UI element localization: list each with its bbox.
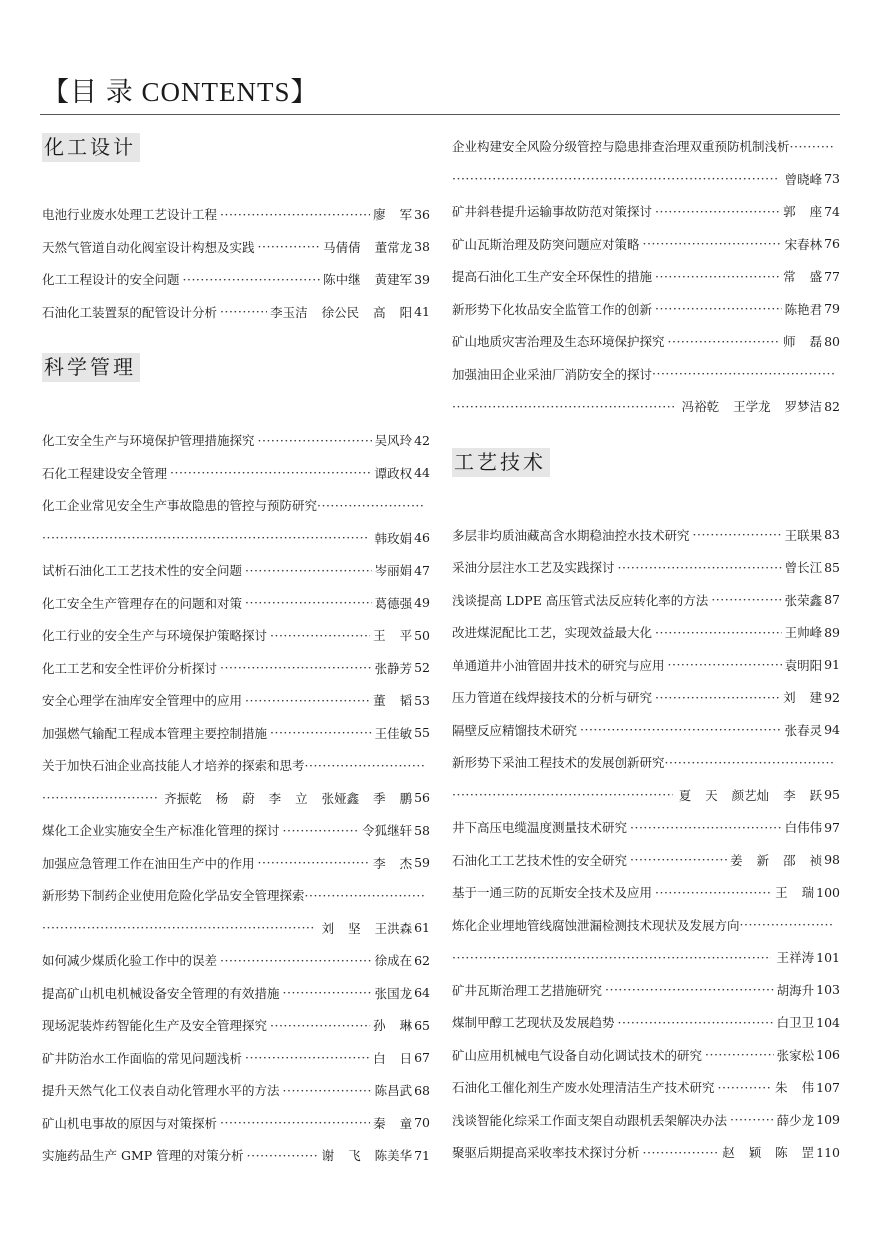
entry-title: 矿山机电事故的原因与对策探析 [42,1115,218,1131]
toc-entry[interactable] [42,1009,430,1042]
toc-entry[interactable] [452,974,840,1007]
toc-entry[interactable] [42,554,430,587]
entry-page: 59 [414,855,430,871]
entry-authors: 秦 童 [373,1115,413,1131]
toc-entry[interactable] [452,649,840,682]
entry-page: 94 [824,722,840,738]
entry-title: 矿山应用机械电气设备自动化调试技术的研究 [452,1047,703,1063]
entry-title: 浅谈提高 LDPE 高压管式法反应转化率的方法 [452,592,709,608]
entry-authors: 宋春林 [784,236,823,252]
entry-authors: 徐成在 [374,953,413,969]
entry-title: 如何减少煤质化验工作中的误差 [42,953,218,969]
entry-page: 80 [824,333,840,349]
entry-title: 化工行业的安全生产与环境保护策略探讨 [42,628,268,644]
entry-page: 64 [414,985,430,1001]
toc-entry-title-line[interactable]: 新形势下制药企业使用危险化学品安全管理探索 ····· [42,879,430,912]
toc-entry[interactable] [452,1071,840,1104]
entry-title: 化工安全生产与环境保护管理措施探究 [42,433,255,449]
toc-entry-title-line[interactable]: 企业构建安全风险分级管控与隐患排查治理双重预防机制浅析 ····· [452,130,840,163]
entry-page: 42 [414,432,430,448]
section-heading-science-management: 科学管理 [42,353,140,382]
entry-title: 多层非均质油藏高含水期稳油控水技术研究 [452,527,690,543]
dot-leader [245,563,372,578]
toc-entry[interactable] [452,260,840,293]
entry-title: 隔壁反应精馏技术研究 [452,722,578,738]
dot-leader [630,852,727,867]
dot-leader [643,1145,720,1160]
entry-authors: 朱 伟 [775,1080,815,1096]
dot-leader [655,885,772,900]
entry-page: 71 [414,1147,430,1163]
toc-entry[interactable] [42,1107,430,1140]
dot-leader [705,1047,774,1062]
toc-entry[interactable] [42,263,430,296]
entry-title: 化工工艺和安全性评价分析探讨 [42,660,218,676]
entry-title: 采油分层注水工艺及实践探讨 [452,560,615,576]
entry-page: 91 [824,657,840,673]
toc-entry-continuation[interactable]: ····· 曾晓峰 73 [452,163,840,196]
entry-page: 53 [414,692,430,708]
page-title: 【目 录 CONTENTS】 [42,77,319,107]
entry-title: 单通道井小油管固井技术的研究与应用 [452,657,665,673]
dot-leader [170,465,372,480]
entry-page: 104 [816,1014,840,1030]
entry-title: 煤化工企业实施安全生产标准化管理的探讨 [42,823,280,839]
entry-authors: 张静芳 [374,660,413,676]
dot-leader [655,204,780,219]
toc-entry[interactable] [42,814,430,847]
entry-authors: 白 日 [373,1050,413,1066]
entry-authors: 白伟伟 [784,820,823,836]
toc-entry[interactable] [452,616,840,649]
entry-title: 压力管道在线焊接技术的分析与研究 [452,690,653,706]
left-column [42,130,430,1172]
dot-leader [183,272,321,287]
toc-entry[interactable] [42,847,430,880]
toc-entry-title-line[interactable]: 新形势下采油工程技术的发展创新研究 ····· [452,746,840,779]
entry-title: 安全心理学在油库安全管理中的应用 [42,693,243,709]
toc-entry[interactable] [42,977,430,1010]
toc-entry[interactable] [452,1136,840,1169]
toc-entry-title-line[interactable]: 化工企业常见安全生产事故隐患的管控与预防研究 ····· [42,489,430,522]
toc-entry[interactable] [42,717,430,750]
entry-page: 44 [414,465,430,481]
dot-leader [711,592,781,607]
dot-leader [220,207,370,222]
toc-entry-title-line[interactable]: 加强油田企业采油厂消防安全的探讨 ····· [452,358,840,391]
entry-page: 89 [824,624,840,640]
dot-leader [643,236,782,251]
dot-leader [283,1083,372,1098]
entry-authors: 孙 琳 [373,1018,413,1034]
entry-page: 38 [414,239,430,255]
entry-title: 提升天然气化工仪表自动化管理水平的方法 [42,1083,280,1099]
toc-entry[interactable] [42,231,430,264]
entry-authors: 张国龙 [374,985,413,1001]
toc-entry[interactable] [452,1104,840,1137]
toc-entry-continuation[interactable]: ····· 王祥涛 101 [452,941,840,974]
dot-leader [655,690,780,705]
dot-leader [655,625,782,640]
dot-leader [220,304,267,319]
dot-leader [270,628,370,643]
toc-entry[interactable] [452,1006,840,1039]
entry-title: 矿井瓦斯治理工艺措施研究 [452,982,603,998]
dot-leader [258,239,321,254]
toc-entry[interactable] [42,296,430,329]
toc-entry-continuation[interactable]: ····· 刘 坚 王洪森 61 [42,912,430,945]
entry-title: 石化工程建设安全管理 [42,465,168,481]
toc-entry[interactable] [42,652,430,685]
dot-leader [245,693,370,708]
entry-authors: 曾长江 [784,560,823,576]
entry-title: 井下高压电缆温度测量技术研究 [452,820,628,836]
entry-page: 41 [414,304,430,320]
entry-page: 76 [824,236,840,252]
dot-leader [618,1015,774,1030]
dot-leader [220,1115,370,1130]
entry-authors: 赵 颖 陈 罡 [722,1145,815,1161]
toc-entry[interactable] [42,619,430,652]
entry-page: 97 [824,819,840,835]
dot-leader [655,269,780,284]
entry-authors: 吴风玲 [374,433,413,449]
entry-page: 100 [816,884,840,900]
entry-title: 石油化工装置泵的配管设计分析 [42,304,218,320]
entry-page: 47 [414,562,430,578]
entry-page: 83 [824,527,840,543]
entry-page: 110 [816,1144,840,1160]
entry-authors: 张家松 [776,1047,815,1063]
entry-authors: 王 瑞 [775,885,815,901]
entry-title: 加强应急管理工作在油田生产中的作用 [42,855,255,871]
entry-page: 49 [414,595,430,611]
entry-authors: 董 韬 [373,693,413,709]
entry-authors: 令狐继轩 [362,823,413,839]
entry-page: 68 [414,1082,430,1098]
entry-page: 77 [824,268,840,284]
toc-entry-continuation[interactable]: ····· 夏 天 颜艺灿 李 跃 95 [452,779,840,812]
dot-leader [718,1080,773,1095]
right-column [452,130,840,1169]
dot-leader [283,985,372,1000]
entry-authors: 张春灵 [784,722,823,738]
toc-entry[interactable] [42,944,430,977]
dot-leader [668,334,781,349]
entry-authors: 姜 新 邵 祯 [730,852,823,868]
entry-authors: 袁明阳 [784,657,823,673]
toc-entry[interactable] [42,457,430,490]
toc-entry[interactable] [42,198,430,231]
toc-entry[interactable] [42,684,430,717]
toc-entry[interactable] [42,587,430,620]
entry-page: 87 [824,592,840,608]
dot-leader [730,1112,774,1127]
entry-title: 聚驱后期提高采收率技术探讨分析 [452,1145,640,1161]
toc-entry-title-line[interactable]: 关于加快石油企业高技能人才培养的探索和思考 ····· [42,749,430,782]
entry-title: 实施药品生产 GMP 管理的对策分析 [42,1148,244,1164]
entry-authors: 岑丽娟 [374,563,413,579]
entry-page: 85 [824,559,840,575]
entry-page: 107 [816,1079,840,1095]
dot-leader [693,527,782,542]
toc-entry[interactable] [452,519,840,552]
toc-entry-continuation[interactable]: ····· 齐振乾 杨 蔚 李 立 张娅鑫 季 鹏 56 [42,782,430,815]
entry-title: 石油化工催化剂生产废水处理清洁生产技术研究 [452,1080,715,1096]
entry-authors: 李 杰 [373,855,413,871]
toc-entry-continuation[interactable]: ····· 冯裕乾 王学龙 罗梦洁 82 [452,390,840,423]
toc-entry-continuation[interactable]: ····· 韩玫娟 46 [42,522,430,555]
dot-leader [245,595,372,610]
entry-authors: 常 盛 [783,269,823,285]
entry-authors: 廖 军 [373,207,413,223]
dot-leader [283,823,360,838]
dot-leader [655,301,782,316]
entry-authors: 谢 飞 陈美华 [321,1148,413,1164]
dot-leader [258,855,371,870]
entry-authors: 王帅峰 [784,625,823,641]
toc-entry[interactable] [42,1042,430,1075]
entry-authors: 陈艳君 [784,301,823,317]
entry-title: 基于一通三防的瓦斯安全技术及应用 [452,885,653,901]
entry-title: 新形势下化妆品安全监管工作的创新 [452,301,653,317]
entry-page: 52 [414,660,430,676]
toc-entry[interactable] [452,228,840,261]
entry-page: 55 [414,725,430,741]
entry-page: 92 [824,689,840,705]
entry-page: 67 [414,1050,430,1066]
entry-title: 石油化工工艺技术性的安全研究 [452,852,628,868]
entry-title: 矿山地质灾害治理及生态环境保护探究 [452,334,665,350]
dot-leader [220,953,372,968]
toc-entry[interactable] [452,714,840,747]
entry-title: 提高石油化工生产安全环保性的措施 [452,269,653,285]
entry-title: 电池行业废水处理工艺设计工程 [42,207,218,223]
entry-page: 50 [414,627,430,643]
toc-entry[interactable] [452,325,840,358]
entry-authors: 胡海升 [776,982,815,998]
dot-leader [270,1018,370,1033]
dot-leader [668,657,782,672]
section-heading-process-technology: 工艺技术 [452,448,550,477]
entry-authors: 王联果 [784,527,823,543]
entry-page: 70 [414,1115,430,1131]
entry-title: 改进煤泥配比工艺，实现效益最大化 [452,625,653,641]
entry-authors: 李玉洁 徐公民 高 阳 [270,304,413,320]
entry-authors: 王佳敏 [374,725,413,741]
toc-entry-title-line[interactable]: 炼化企业埋地管线腐蚀泄漏检测技术现状及发展方向 ····· [452,909,840,942]
toc-entry[interactable] [452,844,840,877]
dot-leader [605,982,774,997]
entry-title: 浅谈智能化综采工作面支架自动跟机丢架解决办法 [452,1112,728,1128]
entry-page: 58 [414,822,430,838]
entry-page: 109 [816,1112,840,1128]
header-divider [40,114,840,115]
toc-entry[interactable] [42,424,430,457]
entry-page: 36 [414,206,430,222]
toc-entry[interactable] [452,1039,840,1072]
entry-title: 提高矿山机电机械设备安全管理的有效措施 [42,985,280,1001]
entry-authors: 张荣鑫 [784,592,823,608]
entry-title: 化工安全生产管理存在的问题和对策 [42,595,243,611]
entry-authors: 马倩倩 董常龙 [323,239,413,255]
toc-entry[interactable] [452,293,840,326]
toc-entry[interactable] [42,1074,430,1107]
entry-authors: 陈昌武 [374,1083,413,1099]
entry-authors: 郭 座 [783,204,823,220]
entry-title: 加强燃气输配工程成本管理主要控制措施 [42,725,268,741]
dot-leader [245,1050,370,1065]
entry-page: 74 [824,203,840,219]
dot-leader [270,725,372,740]
entry-page: 106 [816,1047,840,1063]
entry-title: 矿井防治水工作面临的常见问题浅析 [42,1050,243,1066]
entry-page: 39 [414,271,430,287]
toc-entry[interactable] [452,195,840,228]
entry-authors: 白卫卫 [776,1015,815,1031]
entry-authors: 刘 建 [783,690,823,706]
entry-page: 79 [824,301,840,317]
entry-title: 矿山瓦斯治理及防突问题应对策略 [452,236,640,252]
toc-entry[interactable] [452,551,840,584]
toc-entry[interactable] [452,681,840,714]
entry-authors: 陈中继 黄建军 [323,272,413,288]
toc-entry[interactable] [452,876,840,909]
entry-page: 62 [414,952,430,968]
dot-leader [630,820,782,835]
toc-entry[interactable] [42,1139,430,1172]
toc-entry[interactable] [452,584,840,617]
entry-title: 煤制甲醇工艺现状及发展趋势 [452,1015,615,1031]
entry-authors: 王 平 [373,628,413,644]
dot-leader [618,560,782,575]
entry-title: 化工工程设计的安全问题 [42,272,180,288]
dot-leader [247,1148,319,1163]
entry-authors: 师 磊 [783,334,823,350]
entry-title: 矿井斜巷提升运输事故防范对策探讨 [452,204,653,220]
dot-leader [580,722,782,737]
dot-leader [220,660,372,675]
section-heading-chemical-design: 化工设计 [42,133,140,162]
entry-page: 98 [824,852,840,868]
entry-authors: 谭政权 [374,465,413,481]
dot-leader [258,433,372,448]
entry-authors: 葛德强 [374,595,413,611]
entry-page: 65 [414,1017,430,1033]
entry-page: 103 [816,982,840,998]
entry-title: 现场泥装炸药智能化生产及安全管理探究 [42,1018,268,1034]
toc-entry[interactable] [452,811,840,844]
entry-title: 试析石油化工工艺技术性的安全问题 [42,563,243,579]
entry-authors: 薛少龙 [776,1112,815,1128]
entry-title: 天然气管道自动化阀室设计构想及实践 [42,239,255,255]
